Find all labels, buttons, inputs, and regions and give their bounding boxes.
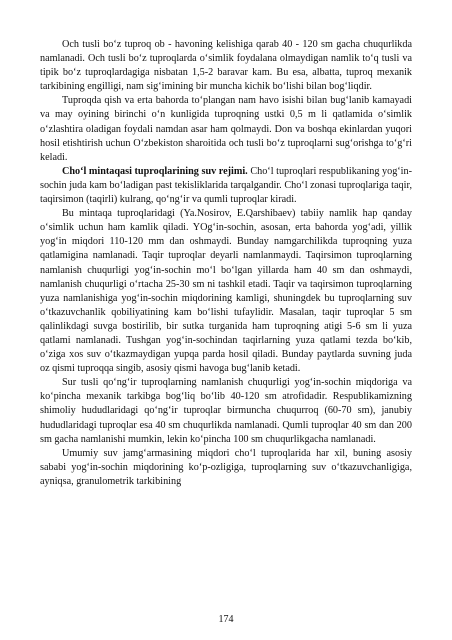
- paragraph-5-text: Sur tusli qo‘ng‘ir tuproqlarning namlanish chuqurligi yog‘in-sochin miqdoriga va ko‘pincha mexanik tarkibga bog‘liq bo‘lib 40-120 sm atrofidadir. Respublikamizning shimoliy hududlaridagi qo‘ng‘ir tuproqlar birmuncha chuqurroq (60-70 sm), janubiy hududlaridagi tuproqlar esa 40 sm chuqurlikda namlanadi. Qumli tuproqlar 40 sm dan 200 sm gacha namlanishi mumkin, lekin ko‘pincha 100 sm chuqurlikgacha namlanadi.: [40, 377, 412, 445]
- paragraph-3-text: Cho‘l tuproqlari respublikaning yog‘in-sochin juda kam bo‘ladigan past tekisliklarida tarqalgandir. Cho‘l zonasi tuproqlariga taqir, taqirsimon (taqirli) kulrang, qo‘ng‘ir va qumli tuproqlar kiradi.: [40, 165, 412, 206]
- paragraph-5: [40, 376, 412, 446]
- paragraph-1-text: Och tusli bo‘z tuproq ob - havoning kelishiga qarab 40 - 120 sm gacha chuqurlikda namlanadi. Och tusli bo‘z tuproqlarda o‘simlik foydalana olmaydigan namlik to‘q tusli va tipik bo‘z tuproqlardagiga nisbatan 1,5-2 baravar kam. Bu esa, albatta, tuproq mexanik tarkibining engilligi, nam sig‘imining bir muncha kichik bo‘lishi bilan bog‘liqdir.: [40, 39, 412, 93]
- paragraph-6-text: Umumiy suv jamg‘armasining miqdori cho‘l tuproqlarida har xil, buning asosiy sababi yog‘in-sochin miqdorining ko‘p-ozligiga, tuproqlarning suv o‘tkazuvchanligiga, ayniqsa, granulometrik tarkibining: [40, 447, 412, 487]
- paragraph-4-text: Bu mintaqa tuproqlaridagi (Ya.Nosirov, E.Qarshibaev) tabiiy namlik hap qanday o‘simlik uchun ham kamlik qiladi. YOg‘in-sochin, asosan, erta bahorda yog‘adi, yillik yog‘in miqdori 110-120 mm dan oshmaydi. Bunday namgarchilikda tuproqning yuza qatlamigina namlanadi. Taqir tuproqlar deyarli namlanmaydi. Taqirsimon tuproqlarning namlanish chuqurligi yog‘in-sochin mo‘l bo‘lgan yillarda ham 40 sm dan oshmaydi, namlanish chuqurligi o‘rtacha 25-30 sm ni tashkil etadi. Taqir va taqirsimon tuproqlarning yuza namlanishiga yog‘in-sochin miqdorining kamligi, shuningdek bu tuproqlarning suv o‘tkazuvchanlik qobiliyatining kam bo‘lishi tufaylidir. Masalan, taqir tuproqlar 5 sm qalinlikdagi suvga bostirilib, bir sutka turganida ham tuproqning atigi 5-6 sm li yuza qatlami namlanadi. Tushgan yog‘in-sochindan taqirlarning yuza qatlami tezda bo‘kib, o‘ziga xos suv o‘tkazmaydigan yupqa parda hosil qiladi. Bunday paytlarda suvning juda oz qismi tuproqqa singib, asosiy qismi havoga bug‘lanib ketadi.: [40, 208, 412, 375]
- paragraph-2-text: Tuproqda qish va erta bahorda to‘plangan nam havo isishi bilan bug‘lanib kamayadi va may oyining birinchi o‘n kunligida tuproqning ustki 0,5 m li qatlamida o‘simlik o‘zlashtira oladigan foydali namdan asar ham qolmaydi. Don va boshqa ekinlardan yuqori hosil etishtirish uchun O‘zbekiston sharoitida och tusli bo‘z tuproqlarni sug‘orishga to‘g‘ri keladi.: [40, 95, 412, 163]
- paragraph-2: [40, 94, 412, 164]
- page-number: 174: [218, 614, 234, 625]
- paragraph-1: [40, 38, 412, 94]
- paragraph-4: [40, 207, 412, 376]
- paragraph-6: [40, 447, 412, 489]
- paragraph-3: [40, 165, 412, 207]
- section-heading: Cho‘l mintaqasi tuproqlarining suv rejimi.: [62, 165, 248, 177]
